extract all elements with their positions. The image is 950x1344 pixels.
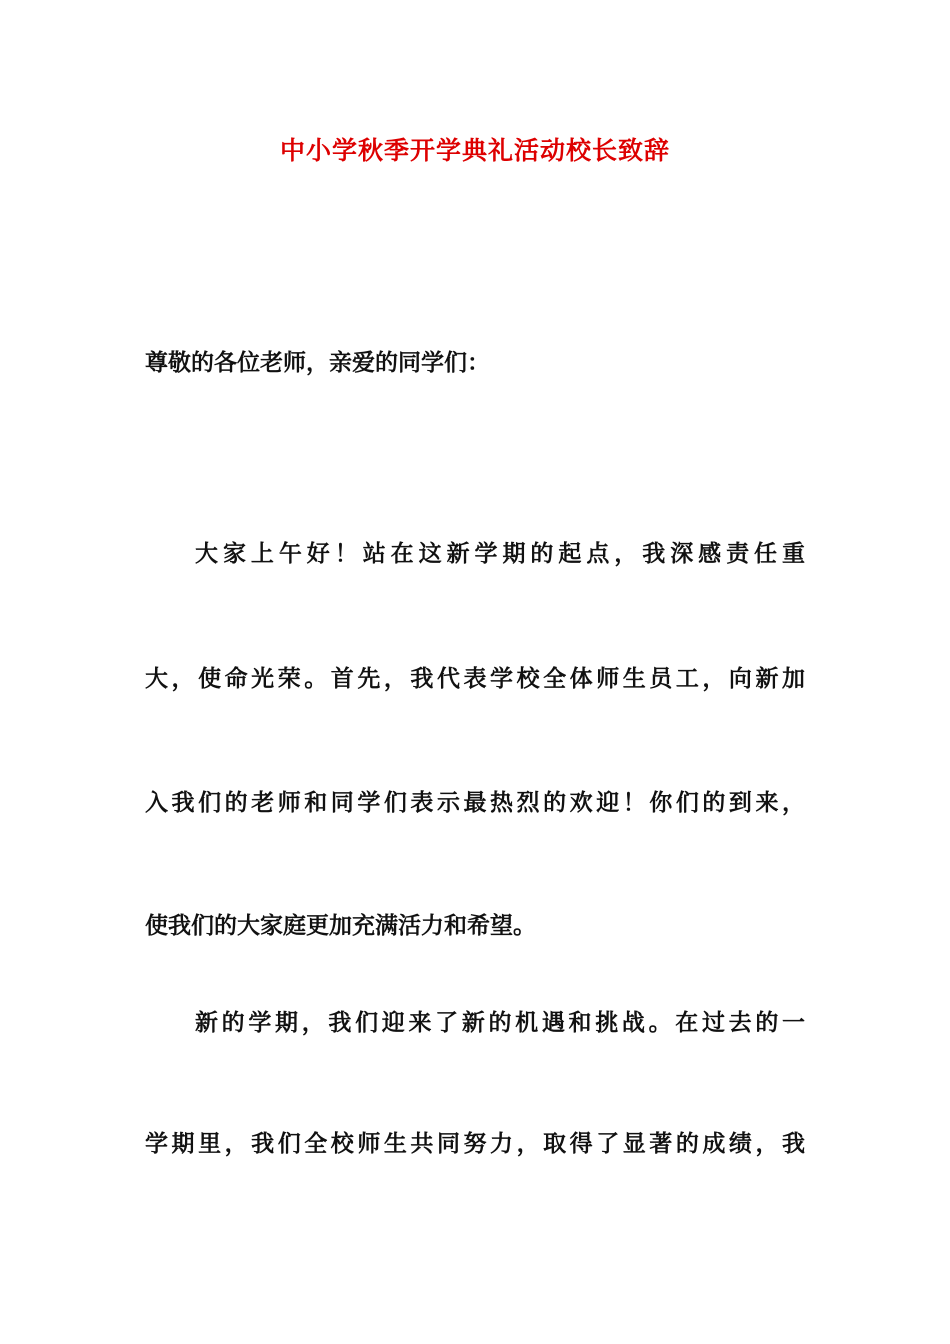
document-title: 中小学秋季开学典礼活动校长致辞 bbox=[279, 136, 670, 165]
paragraph-line: 学期里，我们全校师生共同努力，取得了显著的成绩，我 bbox=[145, 1131, 805, 1157]
paragraph-line: 使我们的大家庭更加充满活力和希望。 bbox=[145, 913, 536, 939]
paragraph-line: 大，使命光荣。首先，我代表学校全体师生员工，向新加 bbox=[145, 666, 805, 692]
salutation: 尊敬的各位老师，亲爱的同学们： bbox=[145, 350, 490, 376]
paragraph-line: 入我们的老师和同学们表示最热烈的欢迎！你们的到来， bbox=[145, 790, 805, 816]
paragraph-line: 新的学期，我们迎来了新的机遇和挑战。在过去的一 bbox=[195, 1010, 805, 1036]
paragraph-line: 大家上午好！站在这新学期的起点，我深感责任重 bbox=[195, 541, 805, 567]
